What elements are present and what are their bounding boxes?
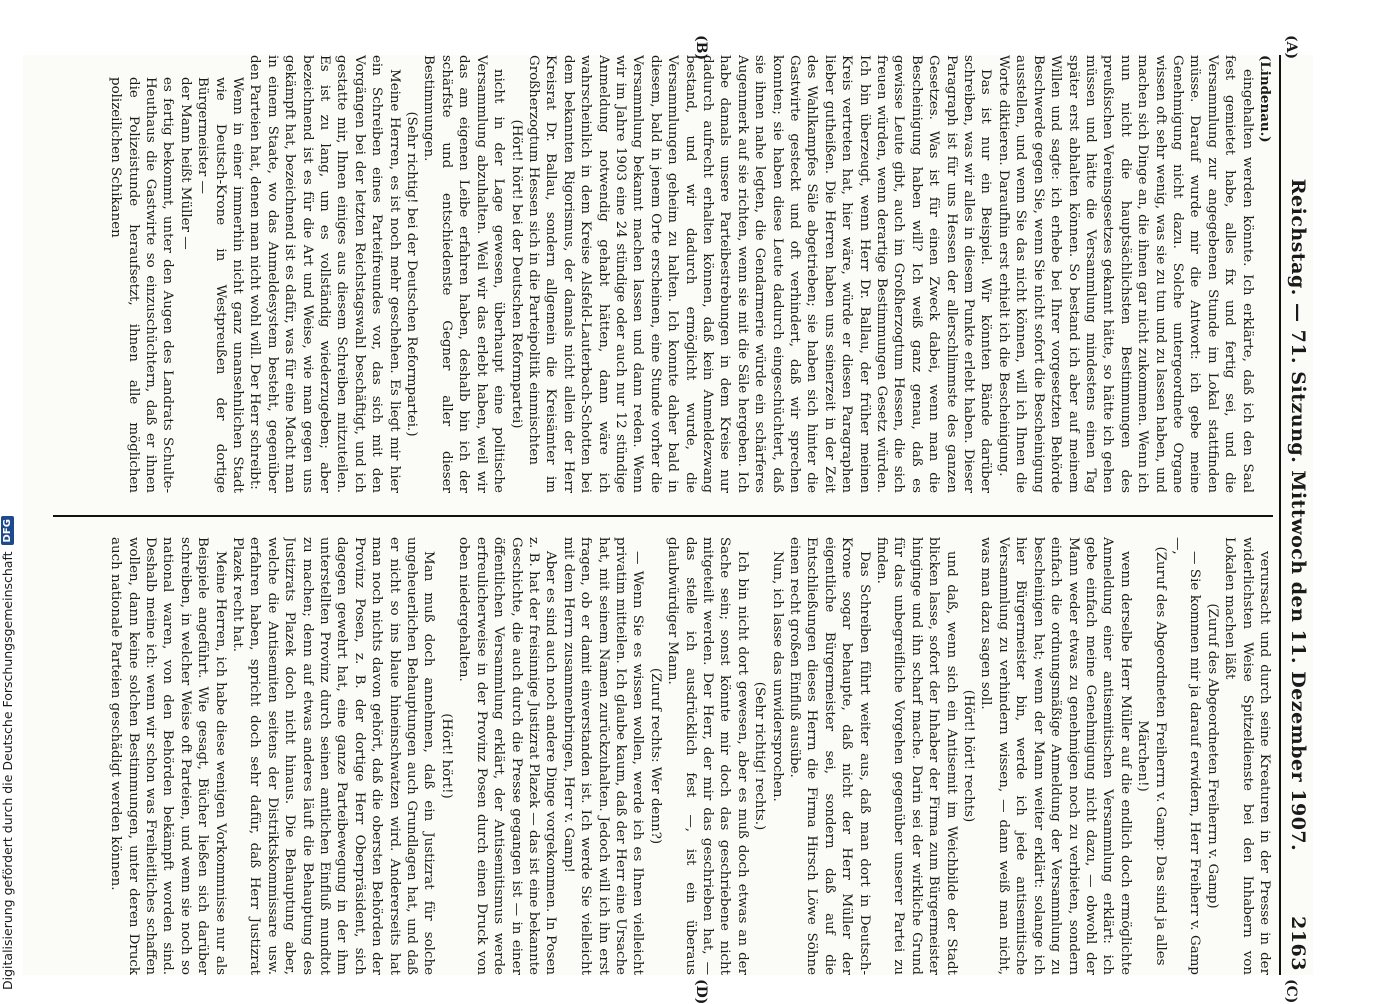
margin-letter-a: (A): [1283, 35, 1299, 60]
interjection: (Zuruf des Abgeordneten Freiherrn v. Gamp: Das sind ja alles Märchen!): [1135, 546, 1168, 966]
paragraph: — Sie kommen mir ja darauf erwidern, Herr Freiherr v. Gamp —,: [1169, 537, 1203, 975]
quoted-passage: Wenn in einer immerhin nicht ganz unansehnlichen Stadt wie Deutsch-Krone in Westpreußen der dortige Bürgermeister —: [195, 77, 246, 493]
interjection: (Zuruf rechts: Wer denn?): [647, 667, 663, 845]
paragraph: Nun, ich lasse das unwidersprochen.: [769, 551, 785, 802]
interjection: (Zuruf des Abgeordneten Freiherrn v. Gamp): [1204, 603, 1220, 909]
column-divider: [53, 515, 1273, 517]
digitization-credit: [0, 0, 15, 1000]
paragraph: wenn derselbe Herr Müller auf die endlich doch ermöglichte Anmeldung einer antisemitischen Versammlung erklärt: ich gebe einfach meine Genehmigung nicht dazu, — obwohl der Mann weder etwas zu genehmigen noch zu verbieten, sondern einfach die ordnungsmäßige Anmeldung der Versammlung zu bescheinigen hat; wenn der Mann weiter erklärt: solange ich hier Bürgermeister bin, werde ich jede antisemitische Versammlung zu verhindern wissen, — dann weiß man nicht, was man dazu sagen soll.: [978, 537, 1133, 975]
paragraph: Aber es sind auch noch andere Dinge vorgekommen. In Posen z. B. hat der freisinnige Justizrat Plazek — das ist eine bekannte Geschichte, die auch durch die Presse gegangen ist — in einer öffentlichen Versammlung erklärt, der Antisemitismus werde erfreulicherweise in der Provinz Posen durch einen Druck von oben niedergehalten.: [456, 537, 559, 975]
interjection: (Hört! hört! rechts): [961, 689, 977, 823]
paragraph: Meine Herren, ich habe diese wenigen Vorkommnisse nur als Beispiele angeführt. Wie gesagt, Bücher ließen sich darüber schreiben, in welcher Weise oft Parteien, und wenn sie noch so national waren, von den Behörden bekämpft worden sind. Deshalb meine ich: wenn wir schon was Freiheitliches schaffen wollen, dann keine solchen Bestimmungen, unter deren Druck auch nationale Parteien geschädigt werden können.: [108, 537, 228, 975]
interjection: (Hört! hört!): [438, 713, 454, 799]
paragraph: verursacht und durch seine Kreaturen in der Presse in der widerlichsten Weise Spitzeldienste bei den Inhabern von Lokalen machen läßt: [1222, 537, 1272, 975]
dfg-logo-icon: DFG: [1, 516, 14, 545]
interjection: (Hört! hört! bei der Deutschen Reformpartei): [508, 119, 524, 429]
credit-text: Digitalisierung gefördert durch die Deutsche Forschungsgemeinschaft: [0, 551, 15, 990]
interjection: (Sehr richtig! bei der Deutschen Reformpartei.): [404, 111, 420, 437]
interjection: (Sehr richtig! rechts.): [752, 681, 768, 831]
paragraph: Ich bin nicht dort gewesen, aber es muß doch etwas an der Sache sein; sonst könnte mir doch das geschriebene nicht mitgeteilt werden. Der Herr, der mir das geschrieben hat, — das stelle ich ausdrücklich fest —, ist ein überaus glaubwürdiger Mann.: [665, 537, 750, 975]
paragraph: Das ist nur ein Beispiel. Wir könnten Bände darüber schreiben, was wir alles in diesem Punkte erlebt haben. Dieser Paragraph ist für uns Hessen der allerschlimmste des ganzen Gesetzes. Was ist für einen Zweck dabei, wenn man die Bescheinigung haben will? Ich weiß ganz genau, daß es gewisse Leute gibt, auch im Großherzogtum Hessen, die sich freuen würden, wenn derartige Bestimmungen Gesetz würden. Ich bin überzeugt, wenn Herr Dr. Ballau, der früher meinen Kreis vertreten hat, hier wäre, würde er diesen Paragraphen lieber gutheißen. Die Herren haben uns seinerzeit in der Zeit des Wahlkampfes Säle abgetrieben; sie haben sich hinter die Gastwirte gesteckt und oft verhindert, daß wir sprechen konnten; sie haben diese Leute dadurch eingeschüchtert, daß sie ihnen nahe legten, die Gendarmerie würde ein schärferes Augenmerk auf sie richten, wenn sie mit die Säle hergeben. Ich habe damals unsere Parteibestrebungen in dem Kreise nur dadurch aufrecht erhalten können, daß kein Anmeldezwang bestand, und wir dadurch ermöglicht wurde, die Versammlungen geheim zu halten. Ich konnte daher bald in diesem, bald in jenem Orte erscheinen, eine Stunde vorher die Versammlung bekannt machen lassen und dann reden. Wenn wir im Jahre 1903 eine 24 stündige oder auch nur 12 stündige Anmeldung notwendig gehabt hätten, dann wäre ich wahrscheinlich in dem Kreise Alsfeld-Lauterbach-Schotten bei dem bekannten Rigorismus, der damals nicht allein der Herr Kreisrat Dr. Ballau, sondern allgemein die Kreisämter im Großherzogtum Hessen sich in die Parteipolitik einmischten: [525, 55, 994, 493]
paragraph: Das Schreiben führt weiter aus, daß man dort in Deutsch-Krone sogar behaupte, daß nicht der Herr Müller der eigentliche Bürgermeister sei, sondern daß auf die Entschließungen dieses Herrn die Firma Hirsch Löwe Söhne einen recht großen Einfluß ausübe.: [787, 537, 872, 975]
paragraph: nicht in der Lage gewesen, überhaupt eine politische Versammlung abzuhalten. Weil wir das erlebt haben, weil wir das am eigenen Leibe erfahren haben, deshalb bin ich der schärfste und entschiedenste Gegner aller dieser Bestimmungen.: [421, 55, 507, 493]
quoted-passage: der Mann heißt Müller —: [177, 77, 193, 250]
speaker-name: (Lindenau.): [1257, 55, 1273, 143]
left-text-column: [53, 55, 1273, 493]
margin-letter-b: (B): [693, 35, 709, 61]
paragraph: Meine Herren, es ist noch mehr geschehen. Es liegt mir hier ein Schreiben eines Parteifreundes vor, das sich mit den Vorgängen bei der letzten Reichstagswahl beschäftigt, und ich gestatte mir, Ihnen einiges aus diesem Schreiben mitzuteilen. Es ist zu lang, um es vollständig wiederzugeben; aber bezeichnend ist es für die Art und Weise, wie man gegen uns gekämpft hat, bezeichnend ist es dafür, was für eine Macht man in einem Staate, wo das Anmeldesystem besteht, gegenüber den Parteien hat, denen man nicht wohl will. Der Herr schreibt:: [247, 55, 402, 493]
paragraph: Man muß doch annehmen, daß ein Justizrat für solche ungeheuerlichen Behauptungen auch Grundlagen hat, und daß er nicht so ins blaue hineinschwatzen wird. Andererseits hat man noch nichts davon gehört, daß die obersten Behörden der Provinz Posen, z. B. der dortige Herr Oberpräsident, sich dagegen gewehrt hat, eine ganze Parteibewegung in der ihm unterstellten Provinz durch seinen amtlichen Einfluß mundtot zu machen; denn auf etwas anderes läuft die Behauptung des Justizrats Plazek doch nicht hinaus. Die Behauptung aber, welche die Antisemiten seitens der Distriktskommissare usw. erfahren haben, spricht doch sehr dafür, daß Herr Justizrat Plazek recht hat.: [230, 537, 437, 975]
paragraph: — Wenn Sie es wissen wollen, werde ich es Ihnen vielleicht privatim mitteilen. Ich glaube kaum, daß der Herr eine Ursache hat, mit seinem Namen zurückzuhalten. Jedoch will ich ihn erst fragen, ob er damit einverstanden ist. Ich werde Sie vielleicht mit dem Herrn zusammenbringen, Herr v. Gamp!: [560, 537, 646, 975]
page-number: 2163: [1287, 916, 1309, 971]
quoted-passage: es fertig bekommt, unter den Augen des Landrats Schulte-Heuthaus die Gastwirte so einzuschüchtern, daß er ihnen die Polizeistunde heraufsetzt, ihnen alle möglichen polizeilichen Schikanen: [108, 77, 176, 493]
margin-letter-d: (D): [693, 979, 709, 1004]
header-rule: [1279, 55, 1281, 975]
paragraph: und daß, wenn sich ein Antisemit im Weichbilde der Stadt blicken lasse, sofort der Inhaber der Firma zum Bürgermeister hinginge und ihn scharf mache. Darin sei der wirkliche Grund für das unbegreifliche Vorgehen gegenüber unserer Partei zu finden.: [874, 537, 959, 975]
page-header-title: Reichstag. — 71. Sitzung. Mittwoch den 11. Dezember 1907.: [1287, 178, 1309, 852]
running-head: [1279, 55, 1313, 975]
margin-letter-c: (C): [1283, 979, 1299, 1004]
right-text-column: [53, 537, 1273, 975]
paragraph: eingehalten werden könnte. Ich erklärte, daß ich den Saal fest gemietet habe, alles fix und fertig sei, und die Versammlung zur angegebenen Stunde im Lokal stattfinden müsse. Darauf wurde mir die Antwort: ich gebe meine Genehmigung nicht dazu. Solche untergeordnete Organe wissen oft sehr wenig, was sie zu tun und zu lassen haben, und machen sich Dinge an, die ihnen gar nicht zukommen. Wenn ich nun nicht die hauptsächlichsten Bestimmungen des preußischen Vereinsgesetzes gekannt hätte, so hätte ich gehen müssen und hätte die Versammlung mindestens einen Tag später erst abhalten können. So bestand ich aber auf meinem Willen und sagte: ich erhebe bei Ihrer vorgesetzten Behörde Beschwerde gegen Sie, wenn Sie nicht sofort die Bescheinigung ausstellen, und wenn Sie das nicht können, will ich Ihnen die Worte diktieren. Daraufhin erst erhielt ich die Bescheinigung.: [995, 55, 1255, 493]
rotated-document-page: [23, 35, 1313, 1004]
